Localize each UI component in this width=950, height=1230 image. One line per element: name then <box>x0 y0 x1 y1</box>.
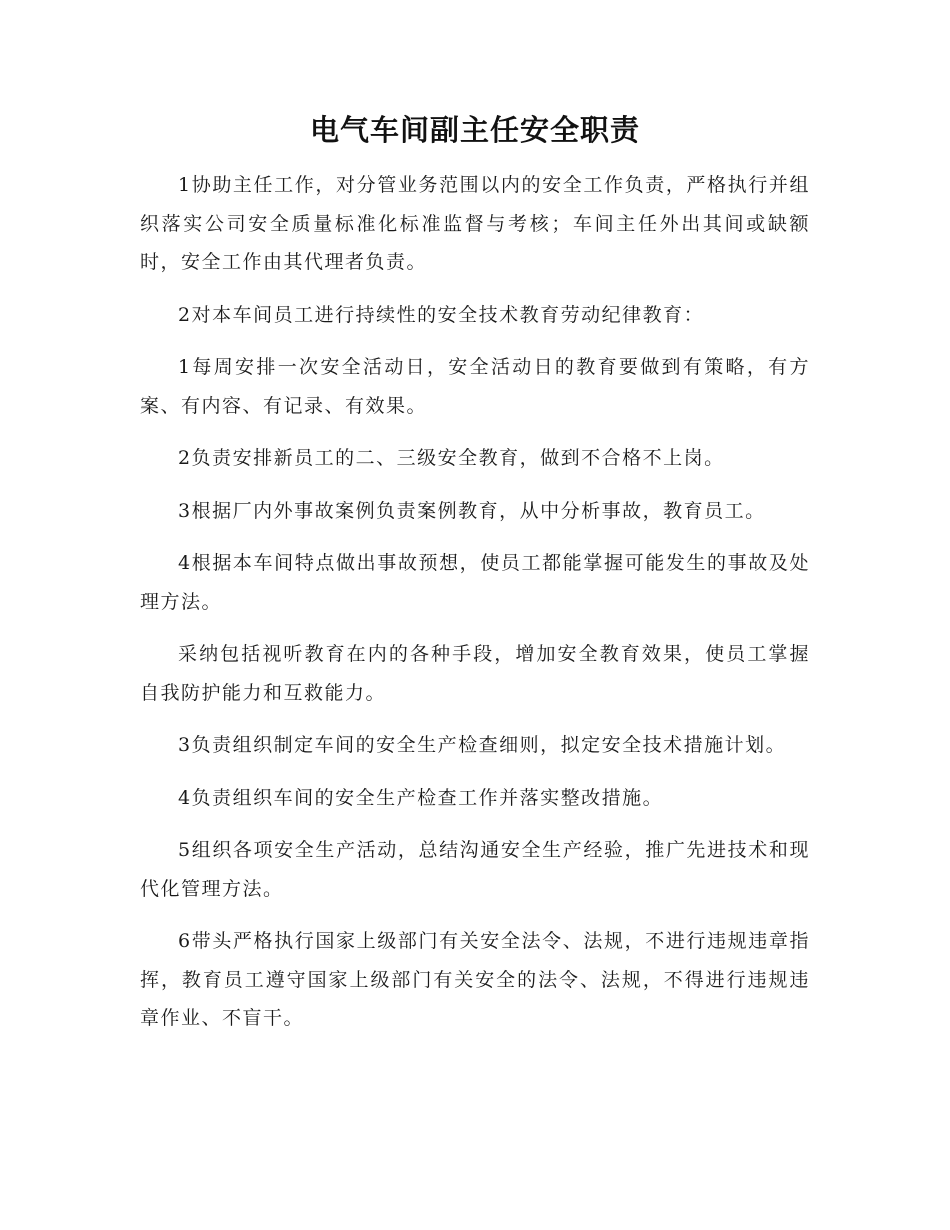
paragraph-8: 3负责组织制定车间的安全生产检查细则，拟定安全技术措施计划。 <box>178 734 787 756</box>
paragraph-1: 1协助主任工作，对分管业务范围以内的安全工作负责，严格执行并组织落实公司安全质量标准化标准监督与考核；车间主任外出其间或缺额时，安全工作由其代理者负责。 <box>140 174 810 273</box>
paragraph-7: 采纳包括视听教育在内的各种手段，增加安全教育效果，使员工掌握自我防护能力和互救能力。 <box>140 643 810 704</box>
paragraph-10: 5组织各项安全生产活动，总结沟通安全生产经验，推广先进技术和现代化管理方法。 <box>140 839 810 900</box>
paragraph-3: 1每周安排一次安全活动日，安全活动日的教育要做到有策略，有方案、有内容、有记录、有效果。 <box>140 356 810 417</box>
document-body <box>140 166 810 1052</box>
paragraph-11: 6带头严格执行国家上级部门有关安全法令、法规，不进行违规违章指挥，教育员工遵守国家上级部门有关安全的法令、法规，不得进行违规违章作业、不盲干。 <box>140 930 810 1029</box>
paragraph-2: 2对本车间员工进行持续性的安全技术教育劳动纪律教育： <box>178 303 705 326</box>
paragraph-4: 2负责安排新员工的二、三级安全教育，做到不合格不上岗。 <box>178 447 725 469</box>
paragraph-5: 3根据厂内外事故案例负责案例教育，从中分析事故，教育员工。 <box>178 499 766 522</box>
document-title: 电气车间副主任安全职责 <box>309 113 640 147</box>
paragraph-6: 4根据本车间特点做出事故预想，使员工都能掌握可能发生的事故及处理方法。 <box>140 552 810 613</box>
paragraph-9: 4负责组织车间的安全生产检查工作并落实整改措施。 <box>178 786 664 809</box>
